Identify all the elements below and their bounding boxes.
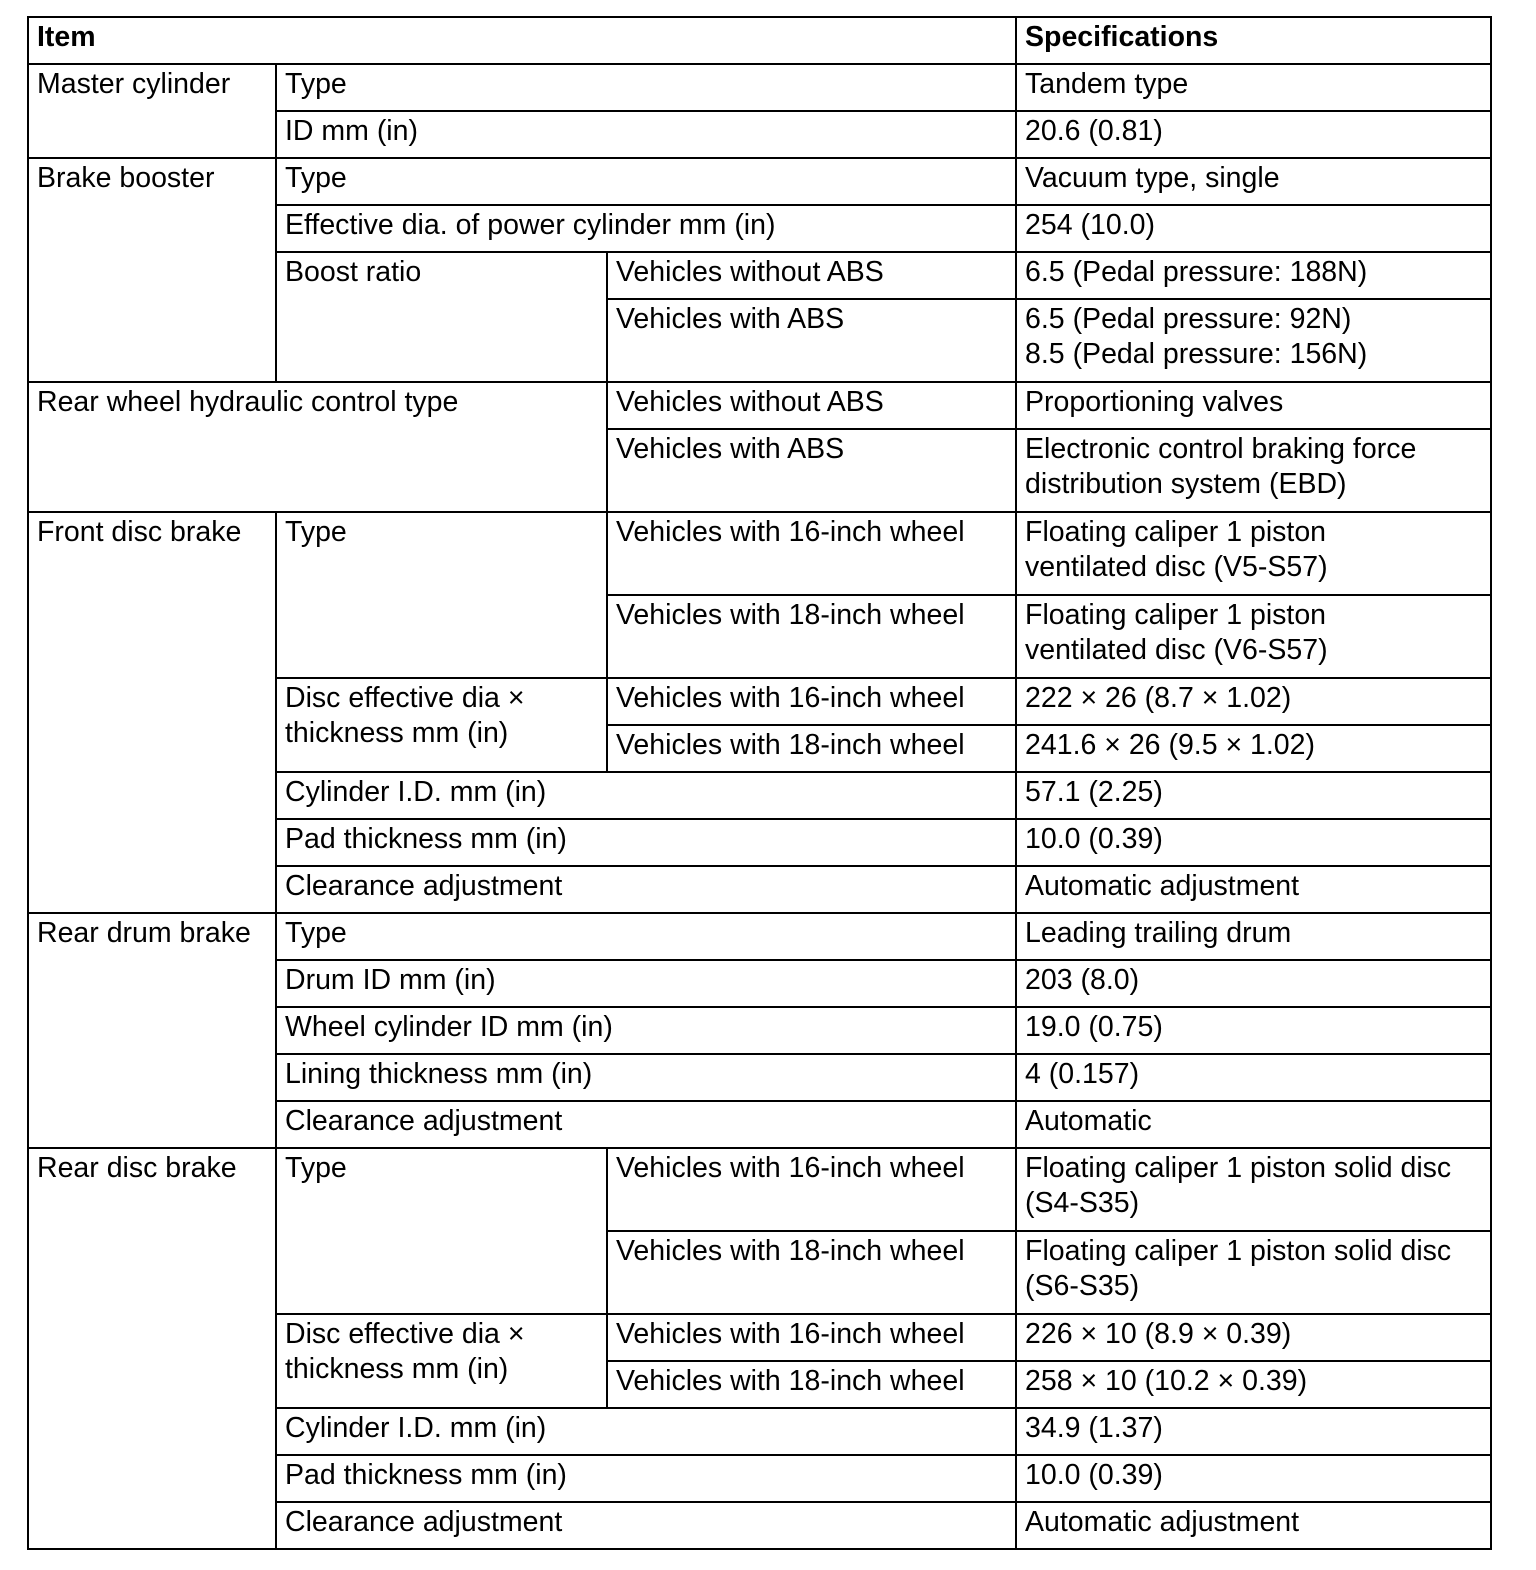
row-value: 57.1 (2.25)	[1016, 772, 1491, 819]
row-label: Pad thickness mm (in)	[276, 819, 1016, 866]
row-value: Automatic adjustment	[1016, 866, 1491, 913]
table-row	[28, 1148, 1491, 1231]
row-value: Floating caliper 1 piston solid disc (S4-S35)	[1016, 1148, 1491, 1231]
row-value: 258 × 10 (10.2 × 0.39)	[1016, 1361, 1491, 1408]
row-value: Leading trailing drum	[1016, 913, 1491, 960]
row-sublabel: Vehicles with 18-inch wheel	[607, 1231, 1016, 1314]
row-sublabel: Vehicles with ABS	[607, 429, 1016, 512]
row-sublabel: Vehicles with 16-inch wheel	[607, 1148, 1016, 1231]
row-value: Tandem type	[1016, 64, 1491, 111]
row-value: Automatic	[1016, 1101, 1491, 1148]
row-label: Lining thickness mm (in)	[276, 1054, 1016, 1101]
row-sublabel: Vehicles with 16-inch wheel	[607, 512, 1016, 595]
row-value: 10.0 (0.39)	[1016, 1455, 1491, 1502]
row-label: Boost ratio	[276, 252, 607, 382]
table-row	[28, 382, 1491, 429]
row-value: 10.0 (0.39)	[1016, 819, 1491, 866]
row-label: Clearance adjustment	[276, 1101, 1016, 1148]
row-label: Wheel cylinder ID mm (in)	[276, 1007, 1016, 1054]
row-label: Pad thickness mm (in)	[276, 1455, 1016, 1502]
section-rear-drum-brake: Rear drum brake	[28, 913, 276, 1148]
table-row	[28, 158, 1491, 205]
row-label: Type	[276, 1148, 607, 1314]
row-value: 254 (10.0)	[1016, 205, 1491, 252]
row-label: Clearance adjustment	[276, 1502, 1016, 1549]
row-label: Drum ID mm (in)	[276, 960, 1016, 1007]
brake-specifications-table	[27, 16, 1492, 1550]
row-value: 34.9 (1.37)	[1016, 1408, 1491, 1455]
row-value: 222 × 26 (8.7 × 1.02)	[1016, 678, 1491, 725]
row-sublabel: Vehicles with ABS	[607, 299, 1016, 382]
row-label: Type	[276, 512, 607, 678]
row-value: Proportioning valves	[1016, 382, 1491, 429]
row-value: Floating caliper 1 piston solid disc (S6-S35)	[1016, 1231, 1491, 1314]
row-value: 203 (8.0)	[1016, 960, 1491, 1007]
row-label: Clearance adjustment	[276, 866, 1016, 913]
row-label: Disc effective dia × thickness mm (in)	[276, 678, 607, 772]
row-value: Floating caliper 1 piston ventilated disc (V5-S57)	[1016, 512, 1491, 595]
row-label: Type	[276, 913, 1016, 960]
row-label: Cylinder I.D. mm (in)	[276, 1408, 1016, 1455]
row-label: Disc effective dia × thickness mm (in)	[276, 1314, 607, 1408]
row-value: 226 × 10 (8.9 × 0.39)	[1016, 1314, 1491, 1361]
row-sublabel: Vehicles with 18-inch wheel	[607, 1361, 1016, 1408]
row-value: Floating caliper 1 piston ventilated disc (V6-S57)	[1016, 595, 1491, 678]
row-value: 6.5 (Pedal pressure: 188N)	[1016, 252, 1491, 299]
row-sublabel: Vehicles without ABS	[607, 252, 1016, 299]
row-label: Cylinder I.D. mm (in)	[276, 772, 1016, 819]
row-value: 19.0 (0.75)	[1016, 1007, 1491, 1054]
table-row	[28, 64, 1491, 111]
row-label: Type	[276, 64, 1016, 111]
row-value: 4 (0.157)	[1016, 1054, 1491, 1101]
row-value: 20.6 (0.81)	[1016, 111, 1491, 158]
section-master-cylinder: Master cylinder	[28, 64, 276, 158]
table-row	[28, 512, 1491, 595]
table-header-row	[28, 17, 1491, 64]
header-item: Item	[28, 17, 1016, 64]
row-sublabel: Vehicles with 16-inch wheel	[607, 1314, 1016, 1361]
section-brake-booster: Brake booster	[28, 158, 276, 382]
row-label: Effective dia. of power cylinder mm (in)	[276, 205, 1016, 252]
section-front-disc-brake: Front disc brake	[28, 512, 276, 913]
row-value: Automatic adjustment	[1016, 1502, 1491, 1549]
table-row	[28, 913, 1491, 960]
header-specifications: Specifications	[1016, 17, 1491, 64]
section-rear-hydraulic: Rear wheel hydraulic control type	[28, 382, 607, 512]
row-sublabel: Vehicles with 18-inch wheel	[607, 595, 1016, 678]
row-value: 241.6 × 26 (9.5 × 1.02)	[1016, 725, 1491, 772]
row-label: Type	[276, 158, 1016, 205]
row-value: 6.5 (Pedal pressure: 92N) 8.5 (Pedal pressure: 156N)	[1016, 299, 1491, 382]
row-sublabel: Vehicles without ABS	[607, 382, 1016, 429]
section-rear-disc-brake: Rear disc brake	[28, 1148, 276, 1549]
row-sublabel: Vehicles with 18-inch wheel	[607, 725, 1016, 772]
row-value: Vacuum type, single	[1016, 158, 1491, 205]
row-label: ID mm (in)	[276, 111, 1016, 158]
row-sublabel: Vehicles with 16-inch wheel	[607, 678, 1016, 725]
row-value: Electronic control braking force distribution system (EBD)	[1016, 429, 1491, 512]
